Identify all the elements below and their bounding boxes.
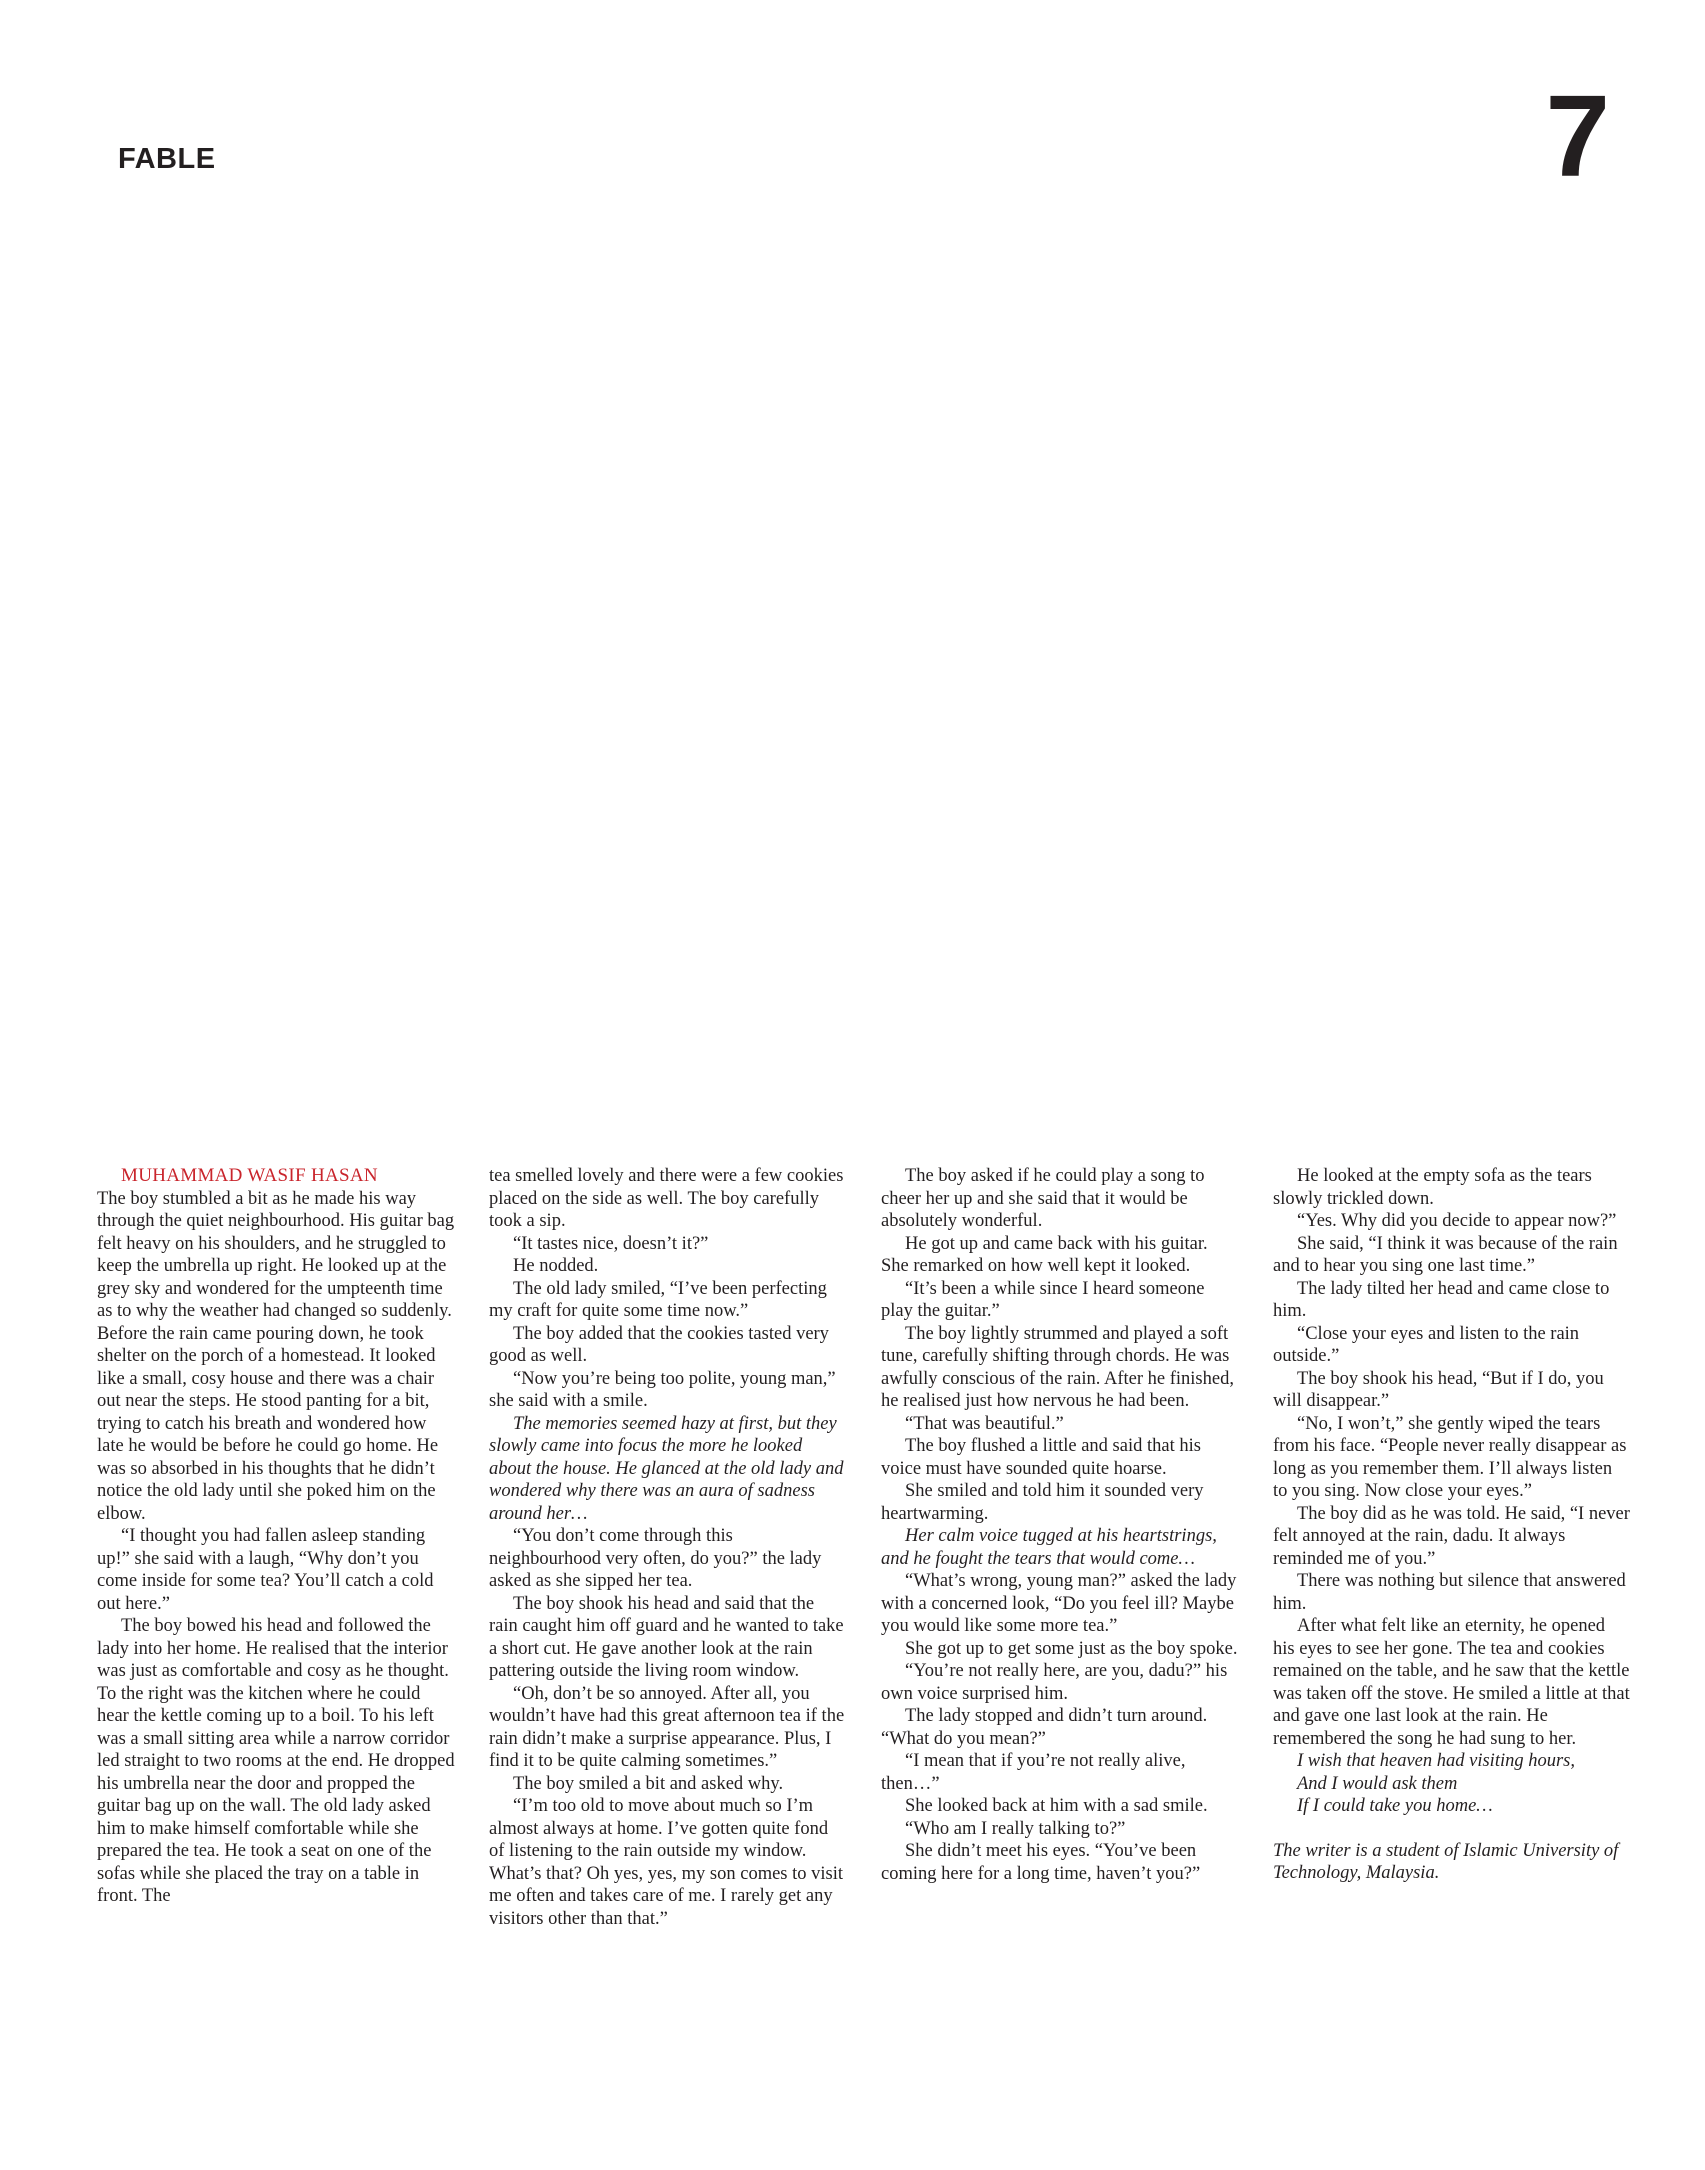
paragraph: The lady tilted her head and came close to him. (1273, 1278, 1610, 1321)
paragraph: “I thought you had fallen asleep standing up!” she said with a laugh, “Why don’t you come inside for some tea? You’ll catch a cold out here.” (97, 1526, 434, 1614)
page-number: 7 (1545, 71, 1610, 201)
paragraph: There was nothing but silence that answered him. (1273, 1571, 1626, 1614)
paragraph: “What’s wrong, young man?” asked the lady with a concerned look, “Do you feel ill? Maybe you would like some more tea.” (881, 1571, 1237, 1636)
paragraph: He looked at the empty sofa as the tears slowly trickled down. (1273, 1166, 1592, 1209)
paragraph: He nodded. (513, 1256, 599, 1276)
paragraph: She looked back at him with a sad smile. (905, 1796, 1208, 1816)
article-column-4 (1273, 1165, 1631, 1930)
section-label: FABLE (118, 143, 216, 175)
article-column-2 (489, 1165, 847, 1930)
paragraph: The boy asked if he could play a song to cheer her up and she said that it would be absolutely wonderful. (881, 1166, 1205, 1231)
paragraph: “It tastes nice, doesn’t it?” (513, 1233, 709, 1254)
paragraph: The boy bowed his head and followed the lady into her home. He realised that the interior was just as comfortable and cosy as he thought. To the right was the kitchen where he could hear the kettle coming up to a boil. To his left was a small sitting area while a narrow corridor led straight to two rooms at the end. He dropped his umbrella near the door and propped the guitar bag up on the wall. The old lady asked him to make himself comfortable while she prepared the tea. He took a seat on one of the sofas while she placed the tray on a table in front. The (97, 1616, 455, 1906)
writer-credit: The writer is a student of Islamic University of Technology, Malaysia. (1273, 1840, 1619, 1883)
paragraph: tea smelled lovely and there were a few cookies placed on the side as well. The boy carefully took a sip. (489, 1166, 844, 1231)
paragraph: “You’re not really here, are you, dadu?” his own voice surprised him. (881, 1661, 1228, 1704)
author-byline: MUHAMMAD WASIF HASAN (121, 1165, 378, 1186)
paragraph: “It’s been a while since I heard someone play the guitar.” (881, 1278, 1205, 1321)
verse-line: I wish that heaven had visiting hours, (1297, 1751, 1575, 1771)
paragraph: “No, I won’t,” she gently wiped the tears from his face. “People never really disappear as long as you remember them. I’ll always listen to you sing. Now close your eyes.” (1273, 1413, 1627, 1501)
paragraph: The boy shook his head and said that the rain caught him off guard and he wanted to take a short cut. He gave another look at the rain pattering outside the living room window. (489, 1593, 844, 1681)
article-column-3 (881, 1165, 1239, 1930)
verse-line: If I could take you home… (1297, 1796, 1493, 1816)
paragraph: The boy added that the cookies tasted very good as well. (489, 1323, 829, 1366)
paragraph: The boy flushed a little and said that his voice must have sounded quite hoarse. (881, 1436, 1201, 1479)
paragraph: “That was beautiful.” (905, 1413, 1064, 1434)
paragraph: The boy shook his head, “But if I do, you will disappear.” (1273, 1368, 1604, 1411)
paragraph: The boy smiled a bit and asked why. (513, 1773, 784, 1794)
paragraph: She smiled and told him it sounded very heartwarming. (881, 1481, 1204, 1524)
paragraph: “I mean that if you’re not really alive, then…” (881, 1751, 1186, 1794)
paragraph: “I’m too old to move about much so I’m almost always at home. I’ve gotten quite fond of listening to the rain outside my window. What’s that? Oh yes, yes, my son comes to visit me often and takes care of me. I rarely get any visitors other than that.” (489, 1796, 844, 1929)
paragraph: “Close your eyes and listen to the rain outside.” (1273, 1323, 1580, 1366)
paragraph: The boy lightly strummed and played a soft tune, carefully shifting through chords. He was awfully conscious of the rain. After he finished, he realised just how nervous he had been. (881, 1323, 1234, 1411)
verse-line: And I would ask them (1297, 1773, 1458, 1794)
paragraph: “Oh, don’t be so annoyed. After all, you wouldn’t have had this great afternoon tea if the rain didn’t make a surprise appearance. Plus, I find it to be quite calming sometimes.” (489, 1683, 845, 1771)
paragraph: After what felt like an eternity, he opened his eyes to see her gone. The tea and cookies remained on the table, and he saw that the kettle was taken off the stove. He smiled a little at that and gave one last look at the rain. He remembered the song he had sung to her. (1273, 1616, 1630, 1749)
paragraph: She said, “I think it was because of the rain and to hear you sing one last time.” (1273, 1233, 1618, 1276)
article-column-1 (97, 1165, 455, 1930)
paragraph: He got up and came back with his guitar. She remarked on how well kept it looked. (881, 1233, 1208, 1276)
paragraph: The old lady smiled, “I’ve been perfecting my craft for quite some time now.” (489, 1278, 827, 1321)
article-body (97, 1165, 1630, 1930)
paragraph: “Who am I really talking to?” (905, 1818, 1126, 1839)
paragraph: “Yes. Why did you decide to appear now?” (1297, 1211, 1617, 1231)
paragraph: “You don’t come through this neighbourhood very often, do you?” the lady asked as she sipped her tea. (489, 1526, 822, 1591)
paragraph: She got up to get some just as the boy spoke. (905, 1638, 1238, 1659)
paragraph: The boy stumbled a bit as he made his way through the quiet neighbourhood. His guitar bag felt heavy on his shoulders, and he struggled to keep the umbrella up right. He looked up at the grey sky and wondered for the umpteenth time as to why the weather had changed so suddenly. Before the rain came pouring down, he took shelter on the porch of a homestead. It looked like a small, cosy house and there was a chair out near the steps. He stood panting for a bit, trying to catch his breath and wondered how late he would be before he could go home. He was so absorbed in his thoughts that he didn’t notice the old lady until she poked him on the elbow. (97, 1188, 455, 1524)
paragraph: Her calm voice tugged at his heartstrings, and he fought the tears that would come… (881, 1526, 1217, 1569)
paragraph: She didn’t meet his eyes. “You’ve been coming here for a long time, haven’t you?” (881, 1841, 1201, 1884)
paragraph: The memories seemed hazy at first, but they slowly came into focus the more he looked about the house. He glanced at the old lady and wondered why there was an aura of sadness around her… (489, 1413, 844, 1524)
paragraph: The lady stopped and didn’t turn around. “What do you mean?” (881, 1706, 1208, 1749)
paragraph: The boy did as he was told. He said, “I never felt annoyed at the rain, dadu. It always reminded me of you.” (1273, 1503, 1630, 1569)
paragraph: “Now you’re being too polite, young man,” she said with a smile. (489, 1368, 836, 1411)
